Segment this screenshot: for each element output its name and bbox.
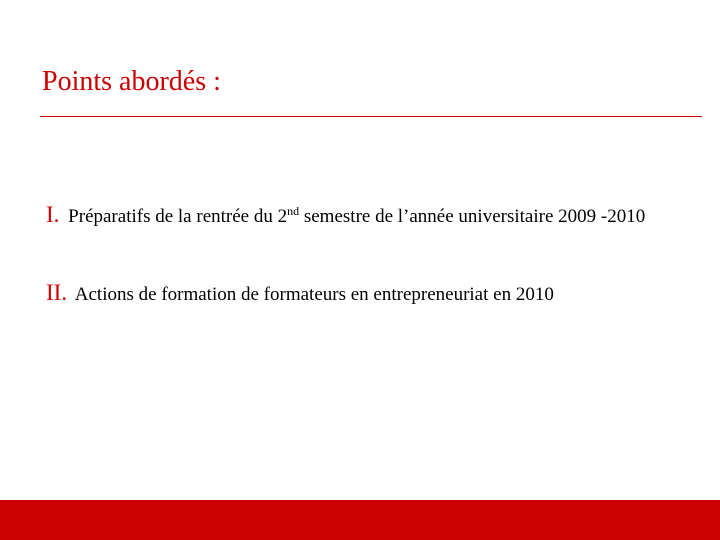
agenda-item-text xyxy=(68,206,645,227)
footer-band xyxy=(0,500,720,540)
agenda-item-formation xyxy=(46,278,696,310)
agenda-item-text-part: Préparatifs de la rentrée du 2 xyxy=(68,206,288,227)
agenda-item-numeral: II. xyxy=(46,280,68,305)
agenda-item-numeral: I. xyxy=(46,202,60,227)
title-underline xyxy=(40,116,702,117)
ordinal-suffix: nd xyxy=(287,204,300,218)
agenda-list xyxy=(46,200,696,310)
agenda-item-text-part: semestre de l’année universitaire 2009 -2010 xyxy=(299,206,646,227)
agenda-item-preparatifs xyxy=(46,200,696,232)
agenda-item-text: Actions de formation de formateurs en entrepreneuriat en 2010 xyxy=(74,284,554,305)
slide-title: Points abordés : xyxy=(42,66,221,97)
